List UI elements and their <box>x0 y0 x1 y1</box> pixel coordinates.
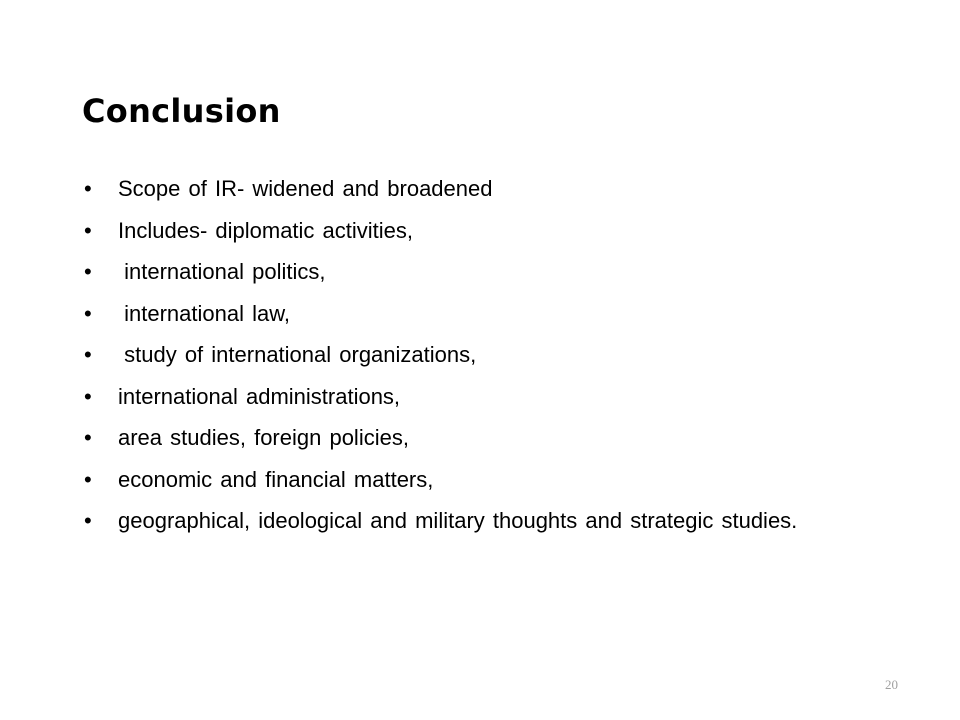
bullet-icon: • <box>84 176 92 201</box>
bullet-text: international politics, <box>118 259 326 284</box>
slide-title: Conclusion <box>82 92 281 130</box>
bullet-text: Scope of IR- widened and broadened <box>118 176 493 201</box>
bullet-icon: • <box>84 300 92 326</box>
bullet-item <box>82 376 842 418</box>
bullet-icon: • <box>84 259 92 284</box>
bullet-item <box>82 293 842 335</box>
bullet-item <box>82 334 842 376</box>
bullet-icon: • <box>84 383 92 409</box>
bullet-text: geographical, ideological and military thoughts and strategic studies. <box>118 508 798 533</box>
bullet-text: economic and financial matters, <box>118 466 434 492</box>
bullet-item <box>82 251 842 293</box>
bullet-text: study of international organizations, <box>118 342 477 367</box>
bullet-list <box>82 168 842 542</box>
bullet-item <box>82 168 842 210</box>
bullet-text: area studies, foreign policies, <box>118 425 409 450</box>
page-number: 20 <box>885 677 898 692</box>
bullet-icon: • <box>84 508 92 533</box>
bullet-item <box>82 500 842 542</box>
bullet-item <box>82 459 842 501</box>
bullet-text: international law, <box>118 300 291 326</box>
bullet-icon: • <box>84 466 92 492</box>
bullet-text: international administrations, <box>118 383 401 409</box>
bullet-icon: • <box>84 217 92 243</box>
bullet-item <box>82 210 842 252</box>
bullet-icon: • <box>84 342 92 367</box>
bullet-item <box>82 417 842 459</box>
bullet-icon: • <box>84 425 92 450</box>
bullet-text: Includes- diplomatic activities, <box>118 217 414 243</box>
